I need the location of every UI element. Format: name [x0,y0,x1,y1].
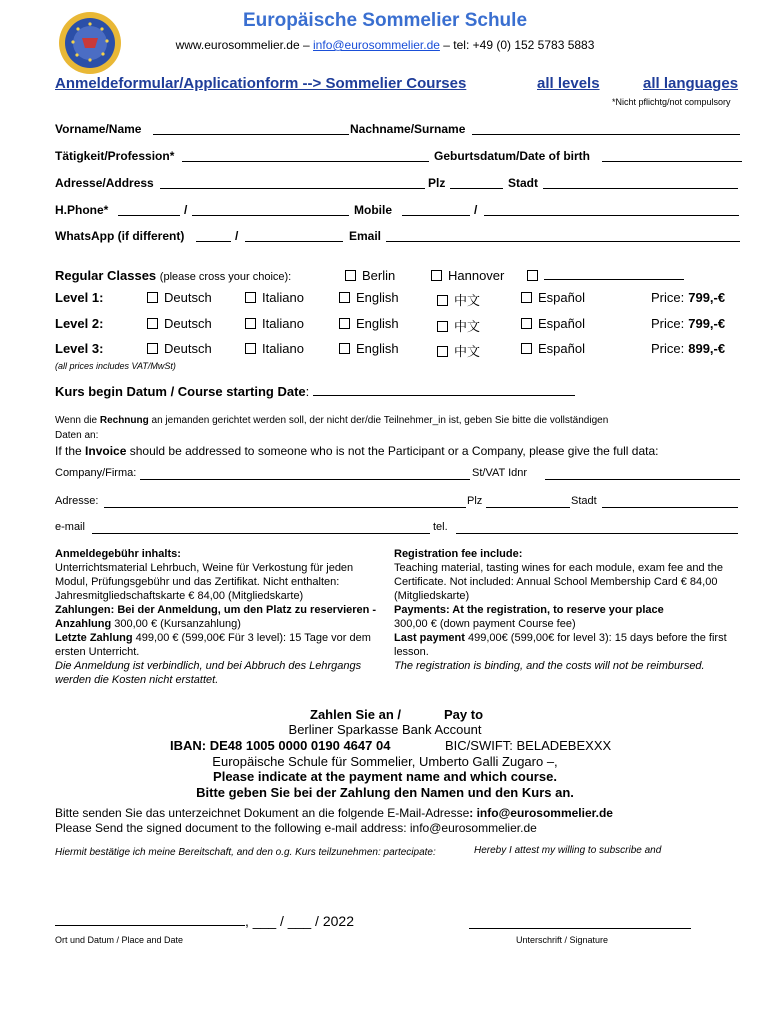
date-row [55,913,354,929]
profession-label: Tätigkeit/Profession* [55,149,175,163]
city-input[interactable] [543,177,738,189]
whatsapp-slash: / [235,229,239,243]
price-label: Price: [651,341,685,356]
invoice-en-text-a: If the [55,444,86,458]
language-label: Deutsch [164,290,212,305]
level-2-option-2[interactable] [339,316,399,331]
fees-en-last-title: Last payment [394,632,465,644]
level-2-price [651,316,725,331]
level-3-option-2[interactable] [339,341,399,356]
invoice-email-input[interactable] [92,522,430,534]
language-label: Deutsch [164,316,212,331]
birthdate-input[interactable] [602,150,742,162]
payment-note-de: Bitte geben Sie bei der Zahlung den Namen und den Kurs an. [196,785,574,800]
language-label: 中文 [454,319,481,334]
level-3-option-1[interactable] [245,341,304,356]
fees-de-binding: Die Anmeldung ist verbindlich, und bei Abbruch des Lehrgangs werden die Kosten nicht erstattet. [55,660,362,686]
send-en: Please Send the signed document to the following e-mail address: info@eurosommelier.de [55,821,537,835]
language-label: Italiano [262,290,304,305]
checkbox-icon[interactable] [345,270,356,281]
level-1-option-1[interactable] [245,290,304,305]
checkbox-icon[interactable] [437,321,448,332]
course-date-label: Kurs begin Datum / Course starting Date [55,384,306,399]
checkbox-icon[interactable] [521,318,532,329]
phone-number-input[interactable] [192,204,349,216]
bic: BIC/SWIFT: BELADEBEXXX [445,738,612,753]
checkbox-icon[interactable] [527,270,538,281]
invoice-tel-input[interactable] [456,522,738,534]
language-label: 中文 [454,344,481,359]
level-3-price [651,341,725,356]
checkbox-icon[interactable] [339,343,350,354]
language-label: Español [538,341,585,356]
course-date-input[interactable] [313,384,575,396]
send-de-text: Bitte senden Sie das unterzeichnet Dokument an die folgende E-Mail-Adresse [55,806,470,820]
email-input[interactable] [386,230,740,242]
fees-de-last-body: 499,00 € (599,00€ Für 3 level): 15 Tage vor dem ersten Unterricht. [55,632,371,658]
date-fields[interactable]: , ___ / ___ / 2022 [245,913,354,929]
city-option-other[interactable] [527,268,684,283]
contact-line [0,38,770,52]
language-label: English [356,341,399,356]
checkbox-icon[interactable] [431,270,442,281]
email-label: Email [349,229,382,243]
website-text: www.eurosommelier.de [175,38,300,52]
price-label: Price: [651,290,685,305]
signature-label: Unterschrift / Signature [516,935,609,945]
form-title: Anmeldeformular/Applicationform --> Sommelier Courses [55,75,467,92]
phone-prefix-input[interactable] [118,204,180,216]
account-holder: Europäische Schule für Sommelier, Umberto Galli Zugaro –, [212,754,558,769]
checkbox-icon[interactable] [245,343,256,354]
fees-de-last-title: Letzte Zahlung [55,632,133,644]
fees-en-last-body: 499,00€ (599,00€ for level 3): 15 days before the first lesson. [394,632,727,658]
checkbox-icon[interactable] [437,346,448,357]
fees-en-binding: The registration is binding, and the costs will not be reimbursed. [394,660,705,672]
invoice-en-word: Invoice [85,444,127,458]
level-2-option-4[interactable] [521,316,585,331]
level-1-option-4[interactable] [521,290,585,305]
level-3-label: Level 3: [55,341,104,356]
fees-de-block [55,547,383,687]
vat-note: (all prices includes VAT/MwSt) [55,361,176,371]
fees-en-pay-title: Payments: At the registration, to reserve your place [394,604,664,616]
profession-input[interactable] [182,150,429,162]
checkbox-icon[interactable] [437,295,448,306]
classes-label: Regular Classes [55,268,157,283]
city-option-berlin[interactable] [345,268,395,283]
signature-input[interactable] [469,917,691,929]
company-input[interactable] [140,468,470,480]
invoice-address-label: Adresse: [55,495,99,507]
classes-label-row [55,268,291,283]
form-title-languages: all languages [643,75,739,92]
surname-label: Nachname/Surname [350,122,466,136]
level-2-label: Level 2: [55,316,104,331]
level-2-option-1[interactable] [245,316,304,331]
level-1-option-3[interactable] [437,290,480,309]
invoice-de-word: Rechnung [99,415,149,426]
place-date-label: Ort und Datum / Place and Date [55,935,184,945]
checkbox-icon[interactable] [147,292,158,303]
plz-input[interactable] [450,177,503,189]
invoice-de-line1 [55,415,608,426]
send-de [55,806,613,820]
address-label: Adresse/Address [55,176,154,190]
send-de-email: : info@eurosommelier.de [469,806,613,820]
course-date-row: Kurs begin Datum / Course starting Date: [55,384,575,399]
language-label: English [356,290,399,305]
bank-name: Berliner Sparkasse Bank Account [288,722,482,737]
level-1-option-0[interactable] [147,290,212,305]
email-link[interactable]: info@eurosommelier.de [313,38,440,52]
invoice-de-line2: Daten an: [55,430,99,441]
city-label: Stadt [508,176,538,190]
checkbox-icon[interactable] [339,292,350,303]
checkbox-icon[interactable] [521,292,532,303]
iban: IBAN: DE48 1005 0000 0190 4647 04 [170,738,391,753]
invoice-plz-label: Plz [467,495,483,507]
invoice-de-text-c: an jemanden gerichtet werden soll, der nicht der/die Teilnehmer_in ist, geben Sie bitte die vollständigen [148,415,609,426]
invoice-city-label: Stadt [571,495,597,507]
whatsapp-prefix-input[interactable] [196,230,231,242]
language-label: Español [538,290,585,305]
level-1-price [651,290,725,305]
level-3-option-3[interactable] [437,341,480,360]
level-3-option-4[interactable] [521,341,585,356]
language-label: English [356,316,399,331]
mobile-number-input[interactable] [484,204,739,216]
place-input[interactable] [55,914,245,926]
checkbox-icon[interactable] [147,343,158,354]
invoice-tel-label: tel. [433,521,448,533]
birthdate-label: Geburtsdatum/Date of birth [434,149,591,163]
language-label: Español [538,316,585,331]
fees-en-pay-amount: 300,00 € (down payment Course fee) [394,618,576,630]
city-option-hannover[interactable] [431,268,504,283]
checkbox-icon[interactable] [245,292,256,303]
classes-hint: (please cross your choice): [159,271,292,283]
address-input[interactable] [160,177,425,189]
plz-label: Plz [428,176,446,190]
fees-en-block [394,547,740,673]
level-1-label: Level 1: [55,290,104,305]
not-compulsory-note: *Nicht pflichtg/not compulsory [612,97,731,107]
dash: – [302,38,310,52]
mobile-prefix-input[interactable] [402,204,470,216]
price-value: 799,-€ [688,290,726,305]
checkbox-icon[interactable] [521,343,532,354]
city-berlin-label: Berlin [362,268,396,283]
checkbox-icon[interactable] [339,318,350,329]
invoice-de-text-a: Wenn die [55,415,100,426]
mobile-label: Mobile [354,203,392,217]
pay-to-en: Pay to [444,707,484,722]
invoice-email-label: e-mail [55,521,85,533]
fees-de-body: Unterrichtsmaterial Lehrbuch, Weine für Verkostung für jeden Modul, Prüfungsgebühr und das Zertifikat. Nicht enthalten: Jahresmitgliedschaftskarte € 84,00 (Mitgliedskarte) [55,562,354,602]
vat-label: St/VAT Idnr [472,467,528,479]
firstname-input[interactable] [153,123,349,135]
pay-to-de: Zahlen Sie an / [310,707,402,722]
firstname-label: Vorname/Name [55,122,142,136]
language-label: 中文 [454,293,481,308]
mobile-slash: / [474,203,478,217]
invoice-en-line [55,444,659,458]
surname-input[interactable] [472,123,740,135]
payment-note-en: Please indicate at the payment name and which course. [213,769,557,784]
checkbox-icon[interactable] [245,318,256,329]
level-2-option-3[interactable] [437,316,480,335]
fees-de-title: Anmeldegebühr inhalts: [55,548,181,560]
level-3-option-0[interactable] [147,341,212,356]
whatsapp-label: WhatsApp (if different) [55,229,185,243]
price-label: Price: [651,316,685,331]
city-hannover-label: Hannover [448,268,505,283]
checkbox-icon[interactable] [147,318,158,329]
confirm-en: Hereby I attest my willing to subscribe and [474,845,662,856]
price-value: 799,-€ [688,316,726,331]
fees-de-pay-title: Zahlungen: Bei der Anmeldung, um den Platz zu reservieren - Anzahlung [55,604,377,630]
confirm-de: Hiermit bestätige ich meine Bereitschaft, and den o.g. Kurs teilzunehmen: partecipate: [55,847,436,858]
language-label: Italiano [262,316,304,331]
language-label: Deutsch [164,341,212,356]
language-label: Italiano [262,341,304,356]
vat-input[interactable] [545,468,740,480]
city-other-input[interactable] [544,268,684,280]
level-2-option-0[interactable] [147,316,212,331]
invoice-city-input[interactable] [602,496,738,508]
phone-slash: / [184,203,188,217]
school-name: Europäische Sommelier Schule [242,10,528,31]
fees-en-body: Teaching material, tasting wines for each module, exam fee and the Certificate. Not included: Annual School Membership Card € 84,00 (Mitgliedskarte) [394,562,723,602]
whatsapp-number-input[interactable] [245,230,343,242]
phone-label: H.Phone* [55,203,109,217]
phone-text: – tel: +49 (0) 152 5783 5883 [443,38,595,52]
invoice-address-input[interactable] [104,496,466,508]
form-title-levels: all levels [537,75,600,92]
invoice-en-text-c: should be addressed to someone who is not the Participant or a Company, please give the full data: [126,444,659,458]
level-1-option-2[interactable] [339,290,399,305]
price-value: 899,-€ [688,341,726,356]
fees-en-title: Registration fee include: [394,548,523,560]
company-label: Company/Firma: [55,467,137,479]
invoice-plz-input[interactable] [486,496,570,508]
fees-de-pay-amount: 300,00 € (Kursanzahlung) [111,618,241,630]
